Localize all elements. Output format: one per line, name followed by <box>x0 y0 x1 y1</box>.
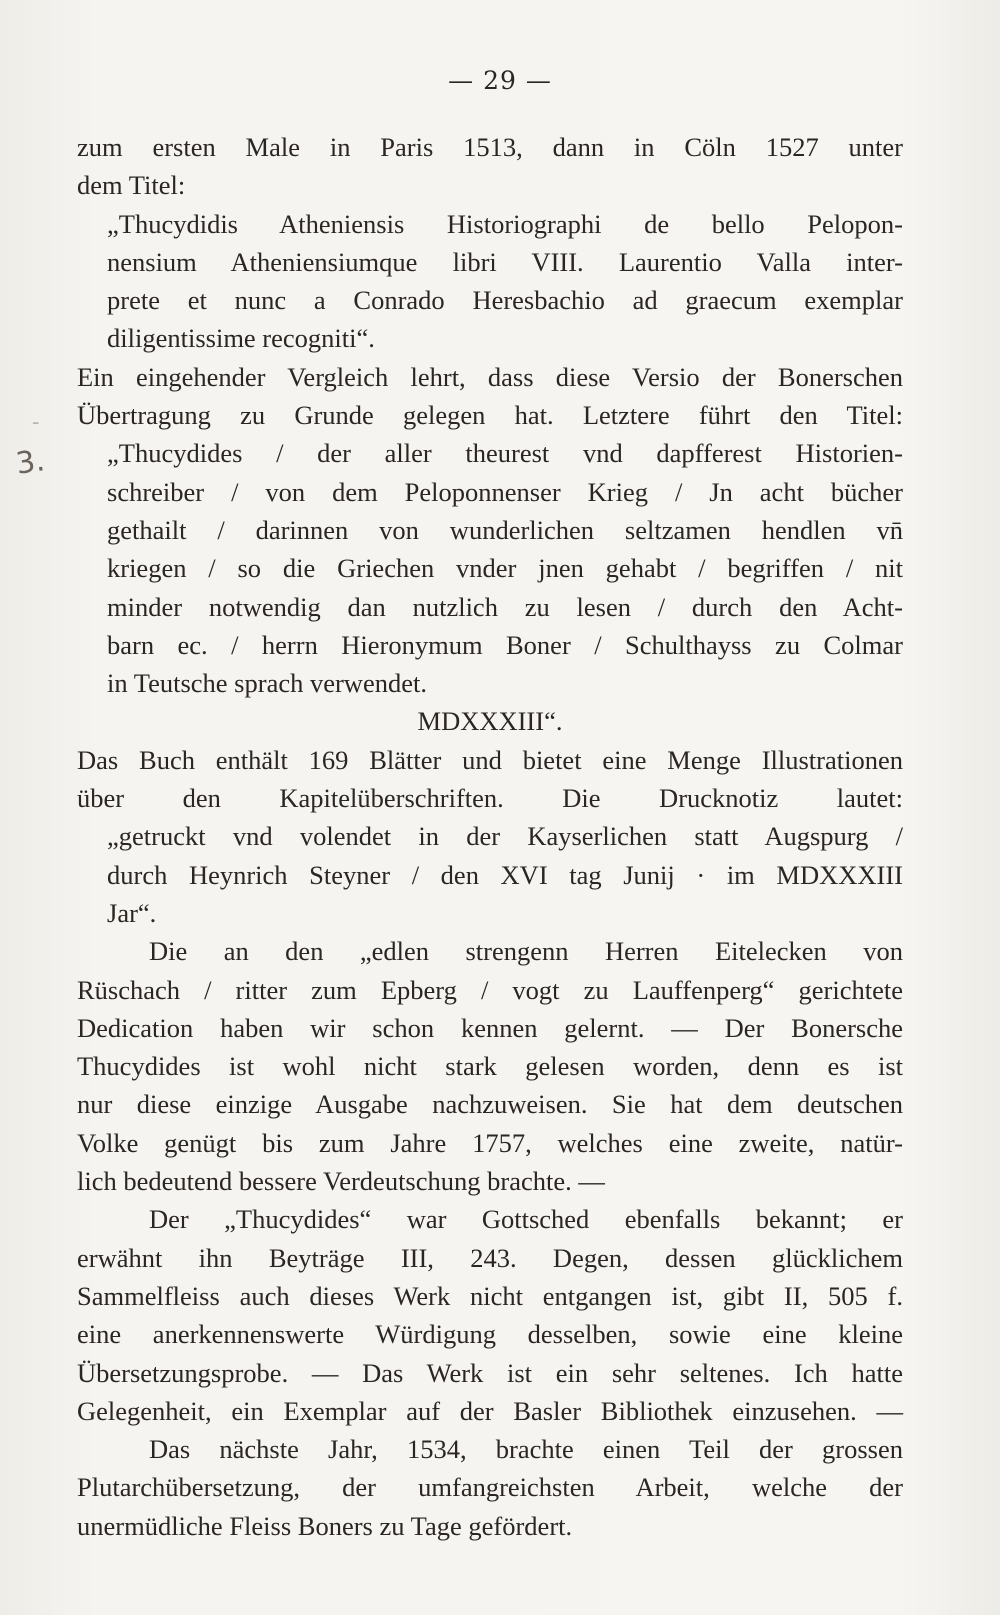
text-line: Thucydides ist wohl nicht stark gelesen worden, denn es ist <box>77 1051 903 1082</box>
text-line: Gelegenheit, ein Exemplar auf der Basler Bibliothek einzusehen. — <box>77 1395 903 1426</box>
text-line: Das Buch enthält 169 Blätter und bietet eine Menge Illustrationen <box>77 744 903 775</box>
text-line: schreiber / von dem Peloponnenser Krieg / Jn acht bücher <box>107 476 903 507</box>
text-line: prete et nunc a Conrado Heresbachio ad graecum exemplar <box>107 285 903 316</box>
text-line: Übersetzungsprobe. — Das Werk ist ein sehr seltenes. Ich hatte <box>77 1357 903 1388</box>
text-line: Sammelfleiss auch dieses Werk nicht entgangen ist, gibt II, 505 f. <box>77 1280 903 1311</box>
text-line: barn ec. / herrn Hieronymum Boner / Schulthayss zu Colmar <box>107 629 903 660</box>
text-line: in Teutsche sprach verwendet. <box>107 668 427 699</box>
text-line: Übertragung zu Grunde gelegen hat. Letztere führt den Titel: <box>77 400 903 431</box>
text-line: zum ersten Male in Paris 1513, dann in Cöln 1527 unter <box>77 132 903 162</box>
text-line: dem Titel: <box>77 170 186 201</box>
text-line: nur diese einzige Ausgabe nachzuweisen. Sie hat dem deutschen <box>77 1089 903 1120</box>
text-line: unermüdliche Fleiss Boners zu Tage gefördert. <box>77 1510 573 1541</box>
text-line: Volke genügt bis zum Jahre 1757, welches eine zweite, natür- <box>77 1127 903 1158</box>
text-line: Ein eingehender Vergleich lehrt, dass diese Versio der Bonerschen <box>77 361 903 392</box>
text-line: „getruckt vnd volendet in der Kayserlichen statt Augspurg / <box>107 821 903 852</box>
margin-handwritten-note: 3. <box>13 443 47 482</box>
text-line: Die an den „edlen strengenn Herren Eitelecken von <box>149 936 903 967</box>
text-line: Plutarchübersetzung, der umfangreichsten Arbeit, welche der <box>77 1472 903 1503</box>
text-line: über den Kapitelüberschriften. Die Drucknotiz lautet: <box>77 783 903 814</box>
text-line: kriegen / so die Griechen vnder jnen gehabt / begriffen / nit <box>107 553 903 584</box>
text-line: durch Heynrich Steyner / den XVI tag Junij · im MDXXXIII <box>107 859 903 890</box>
text-line: „Thucydidis Atheniensis Historiographi de bello Pelopon- <box>107 208 903 239</box>
text-line: gethailt / darinnen von wunderlichen seltzamen hendlen vn̄ <box>107 514 903 545</box>
text-line: „Thucydides / der aller theurest vnd dapfferest Historien- <box>107 438 903 469</box>
text-line: MDXXXIII“. <box>417 706 563 737</box>
text-line: Das nächste Jahr, 1534, brachte einen Teil der grossen <box>149 1434 903 1465</box>
text-line: eine anerkennenswerte Würdigung desselben, sowie eine kleine <box>77 1319 903 1350</box>
text-line: Dedication haben wir schon kennen gelernt. — Der Bonersche <box>77 1012 903 1043</box>
text-line: Jar“. <box>107 897 157 928</box>
text-line: nensium Atheniensiumque libri VIII. Laurentio Valla inter- <box>107 246 903 277</box>
text-line: erwähnt ihn Beyträge III, 243. Degen, dessen glücklichem <box>77 1242 903 1273</box>
text-line: Der „Thucydides“ war Gottsched ebenfalls bekannt; er <box>149 1204 903 1235</box>
page-number: — 29 — <box>448 66 552 95</box>
margin-dash-mark: - <box>32 410 40 435</box>
text-line: diligentissime recogniti“. <box>107 323 375 354</box>
text-line: minder notwendig dan nutzlich zu lesen / durch den Acht- <box>107 591 903 622</box>
text-line: lich bedeutend bessere Verdeutschung brachte. — <box>77 1166 605 1197</box>
text-line: Rüschach / ritter zum Epberg / vogt zu Lauffenperg“ gerichtete <box>77 974 903 1005</box>
body-text <box>77 128 903 1545</box>
